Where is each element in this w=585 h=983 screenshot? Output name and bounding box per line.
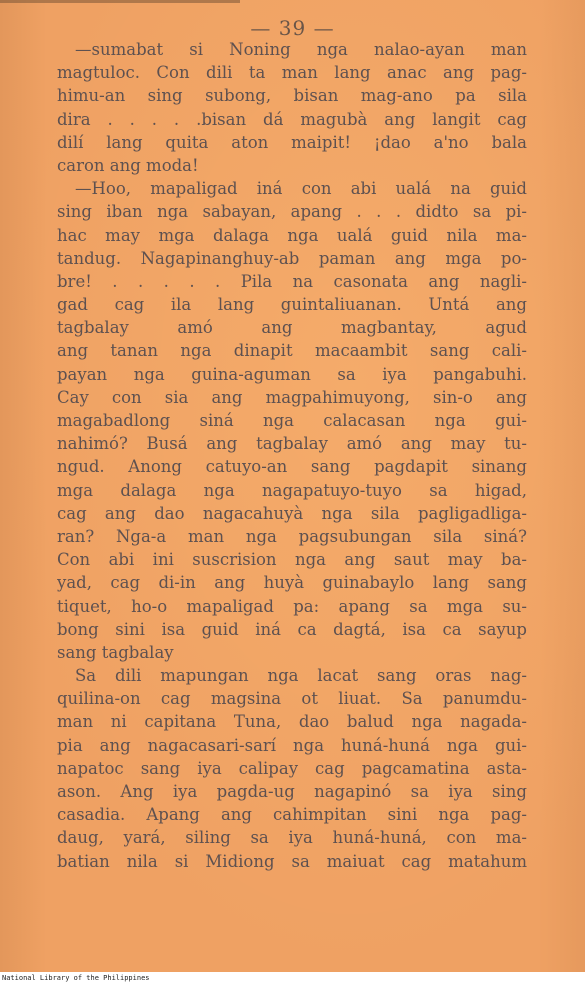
text-line: batian nila si Midiong sa maiuat cag matahum: [57, 851, 527, 871]
text-line: —sumabat si Noning nga nalao-ayan man: [75, 40, 527, 59]
text-line: Cay con sia ang magpahimuyong, sin-o ang: [57, 387, 527, 407]
footer-credit: National Library of the Philippines: [2, 974, 150, 982]
text-line: payan nga guina-aguman sa iya pangabuhi.: [57, 364, 527, 384]
text-line: cag ang dao nagacahuyà nga sila pagligadliga-: [57, 503, 527, 523]
text-line: man ni capitana Tuna, dao balud nga nagada-: [57, 712, 527, 732]
text-line: Sa dili mapungan nga lacat sang oras nag-: [75, 666, 527, 686]
text-line: bre! . . . . . Pila na casonata ang nagli-: [57, 271, 527, 291]
text-line: sing iban nga sabayan, apang . . . didto sa pi-: [57, 202, 527, 222]
text-line: gad cag ila lang guintaliuanan. Untá ang: [57, 295, 527, 315]
text-line: tiquet, ho-o mapaligad pa: apang sa mga su-: [57, 596, 527, 616]
text-line: nahimó? Busá ang tagbalay amó ang may tu-: [57, 434, 527, 454]
body-text: [57, 38, 527, 873]
text-line: ngud. Anong catuyo-an sang pagdapit sinang: [57, 457, 527, 477]
text-line: ang tanan nga dinapit macaambit sang cali-: [57, 341, 527, 361]
text-line: tagbalay amó ang magbantay, agud: [57, 318, 527, 338]
text-line: mga dalaga nga nagapatuyo-tuyo sa higad,: [57, 480, 527, 500]
text-line: —Hoo, mapaligad iná con abi ualá na guid: [75, 179, 527, 199]
text-line: casadia. Apang ang cahimpitan sini nga pag-: [57, 805, 527, 825]
text-line: bong sini isa guid iná ca dagtá, isa ca sayup: [57, 619, 527, 639]
page-number: — 39 —: [250, 16, 335, 40]
text-line: tandug. Nagapinanghuy-ab paman ang mga po-: [57, 248, 527, 268]
text-line: dira . . . . .bisan dá magubà ang langit cag: [57, 109, 527, 129]
text-line: yad, cag di-in ang huyà guinabaylo lang sang: [57, 573, 527, 593]
text-line: himu-an sing subong, bisan mag-ano pa sila: [57, 86, 527, 106]
text-line: Con abi ini suscrision nga ang saut may ba-: [57, 550, 527, 570]
text-line: daug, yará, siling sa iya huná-huná, con ma-: [57, 828, 527, 848]
top-rule: [0, 0, 240, 3]
text-line: caron ang moda!: [57, 155, 199, 175]
text-line: sang tagbalay: [57, 642, 174, 662]
text-line: magtuloc. Con dili ta man lang anac ang pag-: [57, 63, 527, 83]
text-line: ason. Ang iya pagda-ug nagapinó sa iya sing: [57, 782, 527, 801]
text-line: napatoc sang iya calipay cag pagcamatina asta-: [57, 758, 527, 778]
text-line: magabadlong siná nga calacasan nga gui-: [57, 411, 527, 430]
text-line: ran? Nga-a man nga pagsubungan sila siná?: [57, 526, 527, 546]
text-line: pia ang nagacasari-sarí nga huná-huná nga gui-: [57, 735, 527, 755]
text-line: quilina-on cag magsina ot liuat. Sa panumdu-: [57, 689, 527, 709]
text-line: hac may mga dalaga nga ualá guid nila ma-: [57, 225, 527, 245]
text-line: dilí lang quita aton maipit! ¡dao a'no bala: [57, 132, 527, 152]
